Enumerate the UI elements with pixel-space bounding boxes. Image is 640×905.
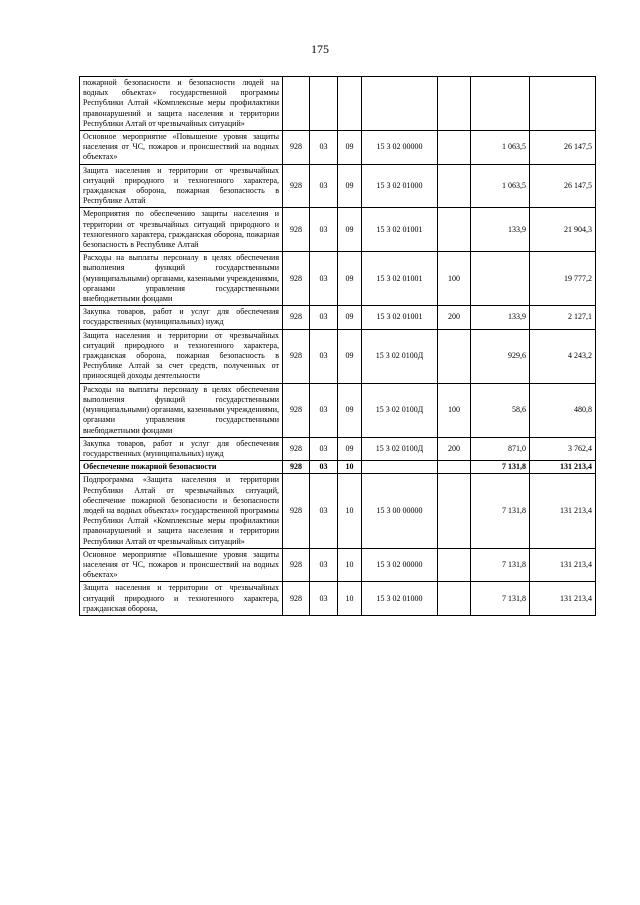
amount-2-cell: 26 147,5 — [530, 131, 596, 165]
subsection-code-cell: 09 — [338, 437, 362, 460]
section-code-cell: 03 — [310, 252, 338, 306]
amount-2-cell: 2 127,1 — [530, 306, 596, 329]
table-row — [80, 383, 596, 437]
table-row — [80, 164, 596, 208]
amount-1-cell: 871,0 — [471, 437, 530, 460]
org-code-cell: 928 — [283, 548, 310, 582]
article-code-cell: 15 3 02 01000 — [362, 164, 438, 208]
expense-type-cell — [438, 474, 471, 548]
org-code-cell: 928 — [283, 474, 310, 548]
org-code-cell: 928 — [283, 306, 310, 329]
expense-type-cell — [438, 582, 471, 616]
section-code-cell: 03 — [310, 164, 338, 208]
org-code-cell: 928 — [283, 131, 310, 165]
row-name-cell: Основное мероприятие «Повышение уровня защиты населения от ЧС, пожаров и происшествий на водных объектах» — [80, 131, 283, 165]
row-name-cell: Расходы на выплаты персоналу в целях обеспечения выполнения функций государственными (муниципальными) органами, казенными учреждениями, органами управления государственными внебюджетными фондами — [80, 252, 283, 306]
section-code-cell: 03 — [310, 306, 338, 329]
section-code-cell: 03 — [310, 461, 338, 474]
article-code-cell: 15 3 00 00000 — [362, 474, 438, 548]
subsection-code-cell: 09 — [338, 252, 362, 306]
article-code-cell — [362, 77, 438, 131]
row-name-cell: Расходы на выплаты персоналу в целях обеспечения выполнения функций государственными (муниципальными) органами, казенными учреждениями, органами управления государственными внебюджетными фондами — [80, 383, 283, 437]
table-row — [80, 582, 596, 616]
row-name-cell: Закупка товаров, работ и услуг для обеспечения государственных (муниципальных) нужд — [80, 437, 283, 460]
section-code-cell: 03 — [310, 437, 338, 460]
table-row — [80, 208, 596, 252]
org-code-cell: 928 — [283, 208, 310, 252]
amount-2-cell: 3 762,4 — [530, 437, 596, 460]
section-code-cell: 03 — [310, 474, 338, 548]
section-code-cell: 03 — [310, 548, 338, 582]
row-name-cell: Обеспечение пожарной безопасности — [80, 461, 283, 474]
table-row — [80, 461, 596, 474]
amount-1-cell — [471, 77, 530, 131]
article-code-cell: 15 3 02 0100Д — [362, 383, 438, 437]
amount-2-cell: 131 213,4 — [530, 582, 596, 616]
row-name-cell: Основное мероприятие «Повышение уровня защиты населения от ЧС, пожаров и происшествий на водных объектах» — [80, 548, 283, 582]
amount-2-cell: 131 213,4 — [530, 548, 596, 582]
expense-type-cell: 200 — [438, 306, 471, 329]
table-row — [80, 548, 596, 582]
subsection-code-cell: 10 — [338, 548, 362, 582]
subsection-code-cell: 09 — [338, 131, 362, 165]
row-name-cell: пожарной безопасности и безопасности людей на водных объектах» государственной программы Республики Алтай «Комплексные меры профилактики правонарушений и защита населения и территории Республики Алтай от чрезвычайных ситуаций» — [80, 77, 283, 131]
page-number: 175 — [311, 42, 329, 56]
subsection-code-cell: 09 — [338, 164, 362, 208]
article-code-cell: 15 3 02 0100Д — [362, 437, 438, 460]
subsection-code-cell: 09 — [338, 306, 362, 329]
amount-2-cell: 480,8 — [530, 383, 596, 437]
table-row — [80, 131, 596, 165]
org-code-cell: 928 — [283, 329, 310, 383]
amount-2-cell: 131 213,4 — [530, 474, 596, 548]
table-row — [80, 306, 596, 329]
article-code-cell: 15 3 02 00000 — [362, 131, 438, 165]
table-row — [80, 252, 596, 306]
amount-2-cell: 26 147,5 — [530, 164, 596, 208]
subsection-code-cell: 09 — [338, 383, 362, 437]
row-name-cell: Подпрограмма «Защита населения и территории Республики Алтай от чрезвычайных ситуаций, обеспечение пожарной безопасности и безопасности людей на водных объектах» государственной программы Республики Алтай «Комплексные меры профилактики правонарушений и защита населения и территории Республики Алтай от чрезвычайных ситуаций» — [80, 474, 283, 548]
expense-type-cell — [438, 208, 471, 252]
amount-1-cell: 7 131,8 — [471, 461, 530, 474]
org-code-cell: 928 — [283, 582, 310, 616]
expense-type-cell — [438, 77, 471, 131]
subsection-code-cell: 10 — [338, 474, 362, 548]
amount-2-cell: 21 904,3 — [530, 208, 596, 252]
subsection-code-cell: 09 — [338, 329, 362, 383]
section-code-cell: 03 — [310, 582, 338, 616]
article-code-cell: 15 3 02 01000 — [362, 582, 438, 616]
amount-2-cell: 131 213,4 — [530, 461, 596, 474]
amount-1-cell: 7 131,8 — [471, 582, 530, 616]
table-row — [80, 437, 596, 460]
expense-type-cell — [438, 461, 471, 474]
org-code-cell: 928 — [283, 383, 310, 437]
amount-1-cell: 58,6 — [471, 383, 530, 437]
amount-1-cell: 1 063,5 — [471, 164, 530, 208]
amount-2-cell — [530, 77, 596, 131]
amount-1-cell: 7 131,8 — [471, 474, 530, 548]
amount-1-cell: 133,9 — [471, 306, 530, 329]
section-code-cell: 03 — [310, 383, 338, 437]
table-row — [80, 474, 596, 548]
expense-type-cell — [438, 548, 471, 582]
article-code-cell: 15 3 02 01001 — [362, 252, 438, 306]
article-code-cell: 15 3 02 0100Д — [362, 329, 438, 383]
article-code-cell — [362, 461, 438, 474]
expense-type-cell — [438, 329, 471, 383]
amount-2-cell: 4 243,2 — [530, 329, 596, 383]
row-name-cell: Закупка товаров, работ и услуг для обеспечения государственных (муниципальных) нужд — [80, 306, 283, 329]
org-code-cell: 928 — [283, 252, 310, 306]
row-name-cell: Мероприятия по обеспечению защиты населения и территории от чрезвычайных ситуаций природного и техногенного характера, гражданская оборона, пожарная безопасность в Республике Алтай — [80, 208, 283, 252]
amount-1-cell — [471, 252, 530, 306]
subsection-code-cell: 10 — [338, 582, 362, 616]
row-name-cell: Защита населения и территории от чрезвычайных ситуаций природного и техногенного характера, гражданская оборона, пожарная безопасность в Республике Алтай — [80, 164, 283, 208]
org-code-cell: 928 — [283, 437, 310, 460]
section-code-cell: 03 — [310, 208, 338, 252]
expense-type-cell — [438, 164, 471, 208]
section-code-cell — [310, 77, 338, 131]
subsection-code-cell — [338, 77, 362, 131]
expense-type-cell — [438, 131, 471, 165]
org-code-cell — [283, 77, 310, 131]
section-code-cell: 03 — [310, 329, 338, 383]
subsection-code-cell: 10 — [338, 461, 362, 474]
article-code-cell: 15 3 02 00000 — [362, 548, 438, 582]
amount-1-cell: 7 131,8 — [471, 548, 530, 582]
row-name-cell: Защита населения и территории от чрезвычайных ситуаций природного и техногенного характера, гражданская оборона, — [80, 582, 283, 616]
amount-1-cell: 133,9 — [471, 208, 530, 252]
expense-type-cell: 200 — [438, 437, 471, 460]
row-name-cell: Защита населения и территории от чрезвычайных ситуаций природного и техногенного характера, гражданская оборона, пожарная безопасность в Республике Алтай за счет средств, полученных от приносящей доходы деятельности — [80, 329, 283, 383]
expense-type-cell: 100 — [438, 383, 471, 437]
subsection-code-cell: 09 — [338, 208, 362, 252]
amount-1-cell: 929,6 — [471, 329, 530, 383]
amount-1-cell: 1 063,5 — [471, 131, 530, 165]
budget-table — [79, 76, 596, 616]
table-row — [80, 77, 596, 131]
section-code-cell: 03 — [310, 131, 338, 165]
budget-table-body — [80, 77, 596, 616]
org-code-cell: 928 — [283, 164, 310, 208]
article-code-cell: 15 3 02 01001 — [362, 208, 438, 252]
amount-2-cell: 19 777,2 — [530, 252, 596, 306]
article-code-cell: 15 3 02 01001 — [362, 306, 438, 329]
expense-type-cell: 100 — [438, 252, 471, 306]
org-code-cell: 928 — [283, 461, 310, 474]
table-row — [80, 329, 596, 383]
